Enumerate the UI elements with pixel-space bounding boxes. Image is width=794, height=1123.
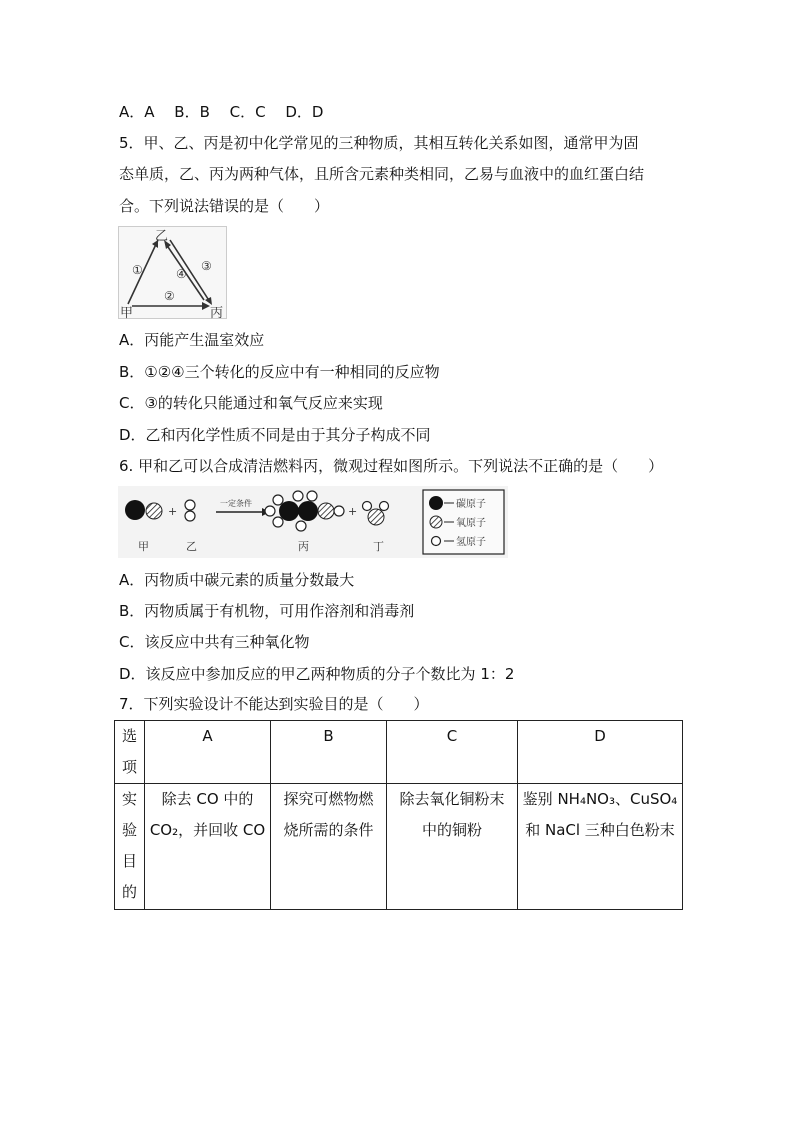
step-3-label: ③ — [201, 259, 212, 273]
q7-cell-b-line1: 探究可燃物燃 — [283, 790, 374, 808]
q7-cell-c-line1: 除去氧化铜粉末 — [399, 790, 505, 808]
legend-hydrogen-label: 氢原子 — [456, 537, 486, 548]
node-jia: 甲 — [120, 306, 134, 320]
bing-h-4 — [293, 491, 303, 501]
q7-cell-a-line2: CO₂，并回收 CO — [149, 821, 266, 839]
ding-h-2 — [380, 502, 389, 511]
q6-option-b: B．丙物质属于有机物，可用作溶剂和消毒剂 — [119, 602, 415, 620]
bing-oxygen — [318, 503, 334, 519]
q7-header-label-1: 选 — [121, 727, 137, 745]
q7-row-label-4: 的 — [121, 883, 137, 901]
q6-option-a: A．丙物质中碳元素的质量分数最大 — [119, 571, 355, 589]
q7-header-label-2: 项 — [121, 758, 137, 776]
q7-cell-a-line1: 除去 CO 中的 — [161, 790, 254, 808]
legend-hydrogen-swatch — [432, 537, 441, 546]
legend-carbon-label: 碳原子 — [456, 499, 486, 510]
bing-h-2 — [273, 517, 283, 527]
legend-carbon-swatch — [429, 496, 443, 510]
q7-cell-d — [518, 784, 683, 910]
ding-oxygen — [368, 509, 384, 525]
q7-header-row — [115, 721, 683, 784]
q5-stem-line1: 5．甲、乙、丙是初中化学常见的三种物质，其相互转化关系如图，通常甲为固 — [119, 134, 639, 152]
q7-cell-b — [271, 784, 387, 910]
q7-row-label-2: 验 — [121, 821, 137, 839]
q5-option-c: C．③的转化只能通过和氧气反应来实现 — [119, 394, 383, 412]
q7-header-b: B — [271, 721, 387, 784]
q6-micro-process-diagram — [118, 486, 508, 558]
yi-hydrogen-atom-1 — [185, 500, 195, 510]
q5-stem-line2: 态单质，乙、丙为两种气体，且所含元素种类相同，乙易与血液中的血红蛋白结 — [119, 165, 645, 183]
q5-option-a: A．丙能产生温室效应 — [119, 331, 265, 349]
q4-options: A．A B．B C．C D．D — [119, 103, 324, 121]
plus-2: + — [348, 505, 358, 518]
q7-cell-d-line1: 鉴别 NH₄NO₃、CuSO₄ — [522, 790, 678, 808]
step-2-label: ② — [164, 289, 175, 303]
q7-cell-c — [387, 784, 518, 910]
label-ding: 丁 — [373, 540, 384, 553]
q7-row-label-3: 目 — [121, 852, 137, 870]
q7-experiment-table — [114, 720, 683, 910]
q7-row-label-1: 实 — [121, 790, 137, 808]
legend-oxygen-label: 氧原子 — [456, 518, 486, 529]
ding-h-1 — [363, 502, 372, 511]
q5-conversion-diagram — [118, 226, 228, 320]
reaction-condition: 一定条件 — [220, 499, 252, 508]
q7-stem: 7．下列实验设计不能达到实验目的是（ ） — [119, 695, 429, 713]
bing-carbon-2 — [298, 501, 318, 521]
q7-cell-a — [145, 784, 271, 910]
bing-carbon-1 — [279, 501, 299, 521]
jia-carbon-atom — [125, 500, 145, 520]
label-yi: 乙 — [186, 540, 197, 553]
label-jia: 甲 — [138, 540, 149, 553]
jia-oxygen-atom — [146, 503, 162, 519]
bing-h-5 — [307, 491, 317, 501]
q7-cell-c-line2: 中的铜粉 — [421, 821, 482, 839]
step-1-label: ① — [132, 263, 143, 277]
step-4-label: ④ — [176, 267, 187, 281]
label-bing: 丙 — [298, 540, 309, 553]
q7-header-label-cell — [115, 721, 145, 784]
q7-row-label-cell — [115, 784, 145, 910]
plus-1: + — [168, 505, 178, 518]
q7-cell-d-line2: 和 NaCl 三种白色粉末 — [525, 821, 675, 839]
yi-hydrogen-atom-2 — [185, 511, 195, 521]
q5-option-d: D．乙和丙化学性质不同是由于其分子构成不同 — [119, 426, 431, 444]
bing-h-6 — [296, 521, 306, 531]
q7-cell-b-line2: 烧所需的条件 — [283, 821, 374, 839]
q7-header-c: C — [387, 721, 518, 784]
node-bing: 丙 — [210, 306, 224, 320]
q6-stem: 6. 甲和乙可以合成清洁燃料丙，微观过程如图所示。下列说法不正确的是（ ） — [119, 457, 664, 475]
bing-h-3 — [265, 506, 275, 516]
q5-stem-line3: 合。下列说法错误的是（ ） — [119, 197, 330, 215]
q6-option-d: D．该反应中参加反应的甲乙两种物质的分子个数比为 1：2 — [119, 665, 515, 683]
q6-option-c: C．该反应中共有三种氧化物 — [119, 633, 310, 651]
node-yi: 乙 — [155, 229, 169, 244]
q7-purpose-row — [115, 784, 683, 910]
q5-option-b: B．①②④三个转化的反应中有一种相同的反应物 — [119, 363, 440, 381]
q7-header-a: A — [145, 721, 271, 784]
legend-oxygen-swatch — [430, 516, 442, 528]
bing-h-1 — [273, 495, 283, 505]
q7-header-d: D — [518, 721, 683, 784]
bing-h-7 — [334, 506, 344, 516]
